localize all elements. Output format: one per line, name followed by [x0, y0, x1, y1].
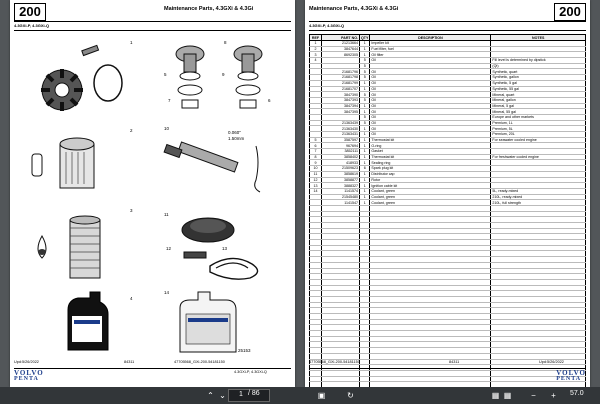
col-description: DESCRIPTION — [370, 35, 491, 41]
description-cell: Coolant, green — [370, 194, 491, 200]
description-cell: Oil — [370, 58, 491, 64]
col-notes: NOTES — [491, 35, 586, 41]
illustration-oil-filter — [20, 206, 140, 286]
part-no-cell: 21681707 — [322, 86, 360, 92]
part-no-cell: 3852111 — [322, 149, 360, 155]
qty-cell: 5 — [360, 69, 370, 75]
qty-cell: 1 — [360, 109, 370, 115]
ref-cell: 7 — [310, 149, 322, 155]
ref-cell: 13 — [310, 183, 322, 189]
notes-cell: Premium, 5L — [491, 126, 586, 132]
qty-cell: 5 — [360, 92, 370, 98]
impeller-kit-drawing — [20, 38, 140, 118]
illustration-coolant-jug — [160, 288, 280, 358]
qty-cell: 1 — [360, 41, 370, 47]
part-no-cell: 21681798 — [322, 75, 360, 81]
callout-9: 9 — [222, 72, 225, 77]
illustration-impeller-kit — [20, 38, 140, 118]
footer-date: Upd:5/26/2022 — [14, 360, 39, 364]
description-cell: Oil — [370, 97, 491, 103]
notes-cell: 210L, ready-mixed — [491, 194, 586, 200]
notes-cell: Mineral, quart — [491, 92, 586, 98]
description-cell: Oil — [370, 132, 491, 138]
part-no-cell: 1141547 — [322, 200, 360, 206]
notes-cell: Mineral, gallon — [491, 97, 586, 103]
notes-cell: Synthetic, quart — [491, 69, 586, 75]
description-cell: Oil — [370, 69, 491, 75]
col-ref: REF — [310, 35, 322, 41]
rotate-icon[interactable]: ↻ — [347, 391, 354, 400]
description-cell: Oil — [370, 109, 491, 115]
description-cell: Coolant, green — [370, 200, 491, 206]
notes-cell: Premium, 1L — [491, 120, 586, 126]
ref-cell: 2 — [310, 46, 322, 52]
qty-cell: 1 — [360, 137, 370, 143]
description-cell: Oil — [370, 114, 491, 120]
qty-cell: 1 — [360, 188, 370, 194]
engine-models: 4.3GXi-P, 4.3GXi-Q — [14, 23, 50, 28]
part-no-cell: 3858619 — [322, 171, 360, 177]
description-cell: Coolant, green — [370, 188, 491, 194]
qty-cell: 1 — [360, 183, 370, 189]
ref-cell: 4 — [310, 58, 322, 64]
qty-cell: 1 — [360, 86, 370, 92]
description-cell: Thermostat kit — [370, 154, 491, 160]
qty-cell: 1 — [360, 132, 370, 138]
part-no-cell: 3888327 — [322, 183, 360, 189]
footer-code: 84311 — [124, 360, 135, 364]
divider — [14, 30, 291, 31]
callout-8: 8 — [224, 40, 227, 45]
section-number: 200 — [554, 3, 586, 21]
callout-5: 5 — [164, 72, 167, 77]
part-no-cell: 3847394 — [322, 103, 360, 109]
spark-plug-drawing — [160, 122, 280, 202]
zoom-in-icon[interactable]: + — [551, 391, 556, 400]
ref-cell: 3 — [310, 52, 322, 58]
page-title: Maintenance Parts, 4.3GXi & 4.3Gi — [164, 6, 254, 12]
qty-cell: 1 — [360, 200, 370, 206]
section-number: 200 — [14, 3, 46, 21]
volvo-penta-logo: VOLVO PENTA — [556, 369, 586, 382]
footer-doc: 47705568_GXi-200-54181150 — [174, 360, 225, 364]
description-cell: Oil — [370, 92, 491, 98]
part-no-cell: 3847393 — [322, 97, 360, 103]
current-page[interactable]: 1 — [239, 391, 243, 398]
qty-cell: 1 — [360, 52, 370, 58]
qty-cell: 1 — [360, 171, 370, 177]
page-down-icon[interactable]: ⌄ — [219, 391, 226, 400]
qty-cell: 5 — [360, 97, 370, 103]
page-title: Maintenance Parts, 4.3GXi & 4.3Gi — [309, 6, 399, 12]
divider — [309, 30, 586, 31]
part-no-cell: 21681799 — [322, 80, 360, 86]
notes-cell: 210L, full strength — [491, 200, 586, 206]
qty-cell: 5 — [360, 114, 370, 120]
ref-cell: 11 — [310, 171, 322, 177]
callout-7: 7 — [168, 98, 171, 103]
qty-cell: 5 — [360, 120, 370, 126]
callout-10: 10 — [164, 126, 170, 131]
parts-table — [309, 34, 586, 387]
notes-cell: Synthetic, 5 gal — [491, 80, 586, 86]
pdf-toolbar — [0, 387, 600, 404]
description-cell: Oil — [370, 120, 491, 126]
callout-14: 14 — [164, 290, 170, 295]
parts-table-body — [310, 41, 586, 388]
qty-cell: 1 — [360, 46, 370, 52]
oil-bottle-drawing — [20, 288, 140, 358]
description-cell: Oil filter — [370, 52, 491, 58]
thermostat-drawing — [160, 38, 280, 118]
figure-number: 25153 — [238, 348, 251, 353]
illustration-spark-plug — [160, 122, 280, 202]
qty-cell: 1 — [360, 80, 370, 86]
zoom-level[interactable]: 57.0 — [570, 390, 584, 397]
qty-cell: 1 — [360, 103, 370, 109]
coolant-jug-drawing — [160, 288, 280, 358]
ref-cell: 8 — [310, 154, 322, 160]
notes-cell: 5L, ready-mixed — [491, 188, 586, 194]
distributor-drawing — [160, 206, 280, 286]
notes-cell: Europe and other markets — [491, 114, 586, 120]
illustration-oil-bottle — [20, 288, 140, 358]
part-no-cell: 3587597 — [322, 137, 360, 143]
part-no-cell: 3858877 — [322, 177, 360, 183]
part-no-cell: 3847395 — [322, 109, 360, 115]
notes-cell: Synthetic, 55 gal — [491, 86, 586, 92]
illustration-thermostats — [160, 38, 280, 118]
notes-cell: For freshwater cooled engine — [491, 154, 586, 160]
part-no-cell: 21363431 — [322, 132, 360, 138]
description-cell: Ignition cable kit — [370, 183, 491, 189]
part-no-cell: 1141574 — [322, 188, 360, 194]
qty-cell: 1 — [360, 160, 370, 166]
spark-gap-inch: 0.060" — [228, 130, 241, 135]
callout-2: 2 — [130, 128, 133, 133]
page-header — [14, 3, 291, 22]
callout-3: 3 — [130, 208, 133, 213]
description-cell: Thermostat kit — [370, 137, 491, 143]
part-no-cell: 21213664 — [322, 41, 360, 47]
description-cell: O-ring — [370, 143, 491, 149]
illustration-fuel-filter — [20, 122, 140, 202]
description-cell: Oil — [370, 126, 491, 132]
page-total: / 86 — [248, 390, 260, 397]
ref-cell: 1 — [310, 41, 322, 47]
description-cell: Oil — [370, 103, 491, 109]
page-footer — [14, 360, 291, 369]
notes-cell: Fill level is determined by dipstick — [491, 58, 586, 64]
description-cell: Fuel filter, fuel — [370, 46, 491, 52]
qty-cell: 1 — [360, 194, 370, 200]
grid-icon-alt[interactable]: ▦ — [503, 391, 512, 400]
fit-page-icon[interactable]: ▣ — [317, 391, 326, 400]
qty-cell: 1 — [360, 149, 370, 155]
ref-cell: 12 — [310, 177, 322, 183]
qty-cell: 1 — [360, 143, 370, 149]
notes-cell: Premium, 20L — [491, 132, 586, 138]
oil-filter-drawing — [20, 206, 140, 286]
illustration-distributor — [160, 206, 280, 286]
part-no-cell: 21681796 — [322, 69, 360, 75]
notes-cell: For seawater cooled engine — [491, 137, 586, 143]
description-cell: Oil — [370, 75, 491, 81]
callout-12: 12 — [166, 246, 172, 251]
notes-cell: (Qt) — [491, 63, 586, 69]
qty-cell: 5 — [360, 63, 370, 69]
part-no-cell: 21509623 — [322, 166, 360, 172]
part-no-cell: 3847644 — [322, 46, 360, 52]
description-cell: Rotor — [370, 177, 491, 183]
ref-cell: 5 — [310, 137, 322, 143]
callout-6: 6 — [268, 98, 271, 103]
col-qty: QTY — [361, 35, 369, 40]
callout-11: 11 — [164, 212, 169, 217]
part-no-cell: 418933 — [322, 160, 360, 166]
volvo-penta-logo: VOLVO PENTA — [14, 369, 44, 382]
footer-date: Upd:5/26/2022 — [539, 360, 564, 364]
part-no-cell: 8692305 — [322, 52, 360, 58]
footer-model: 4.3GXi-P, 4.3GXi-Q — [234, 370, 267, 374]
engine-models: 4.3GXi-P, 4.3GXi-Q — [309, 23, 345, 28]
zoom-out-icon[interactable]: − — [531, 391, 536, 400]
qty-cell: 1 — [360, 154, 370, 160]
callout-13: 13 — [222, 246, 228, 251]
left-page — [10, 0, 295, 387]
page-footer — [309, 360, 586, 369]
description-cell: Oil — [370, 86, 491, 92]
description-cell: Spark plug kit — [370, 166, 491, 172]
part-no-cell: 21545480 — [322, 194, 360, 200]
part-no-cell: 3858402 — [322, 154, 360, 160]
notes-cell: Mineral, 5 gal — [491, 103, 586, 109]
col-part-no: PART NO. — [322, 35, 360, 41]
page-footer-model — [14, 370, 291, 378]
notes-cell: Mineral, 55 gal — [491, 109, 586, 115]
description-cell: Gasket — [370, 149, 491, 155]
ref-cell: 9 — [310, 160, 322, 166]
part-no-cell: 967694 — [322, 143, 360, 149]
qty-cell: 1 — [360, 126, 370, 132]
notes-cell: Synthetic, gallon — [491, 75, 586, 81]
right-page — [305, 0, 590, 387]
footer-doc: 47705568_GXi-200-54181150 — [309, 360, 360, 364]
qty-cell: 5 — [360, 75, 370, 81]
description-cell: Distributor cap — [370, 171, 491, 177]
page-header — [309, 3, 586, 22]
part-no-cell: 21363430 — [322, 126, 360, 132]
ref-cell: 14 — [310, 188, 322, 194]
part-no-cell: 21363439 — [322, 120, 360, 126]
qty-cell: 5 — [360, 58, 370, 64]
fuel-filter-drawing — [20, 122, 140, 202]
description-cell: Impeller kit — [370, 41, 491, 47]
callout-1: 1 — [130, 40, 133, 45]
ref-cell: 6 — [310, 143, 322, 149]
part-no-cell: 3847390 — [322, 92, 360, 98]
description-cell: Oil — [370, 80, 491, 86]
page-up-icon[interactable]: ⌃ — [207, 391, 214, 400]
qty-cell: 6 — [360, 166, 370, 172]
qty-cell: 1 — [360, 177, 370, 183]
spark-gap-mm: 1.50mm — [228, 136, 245, 141]
callout-4: 4 — [130, 296, 133, 301]
footer-code: 84311 — [449, 360, 460, 364]
grid-icon[interactable]: ▦ — [491, 391, 500, 400]
ref-cell: 10 — [310, 166, 322, 172]
description-cell: Sealing ring — [370, 160, 491, 166]
